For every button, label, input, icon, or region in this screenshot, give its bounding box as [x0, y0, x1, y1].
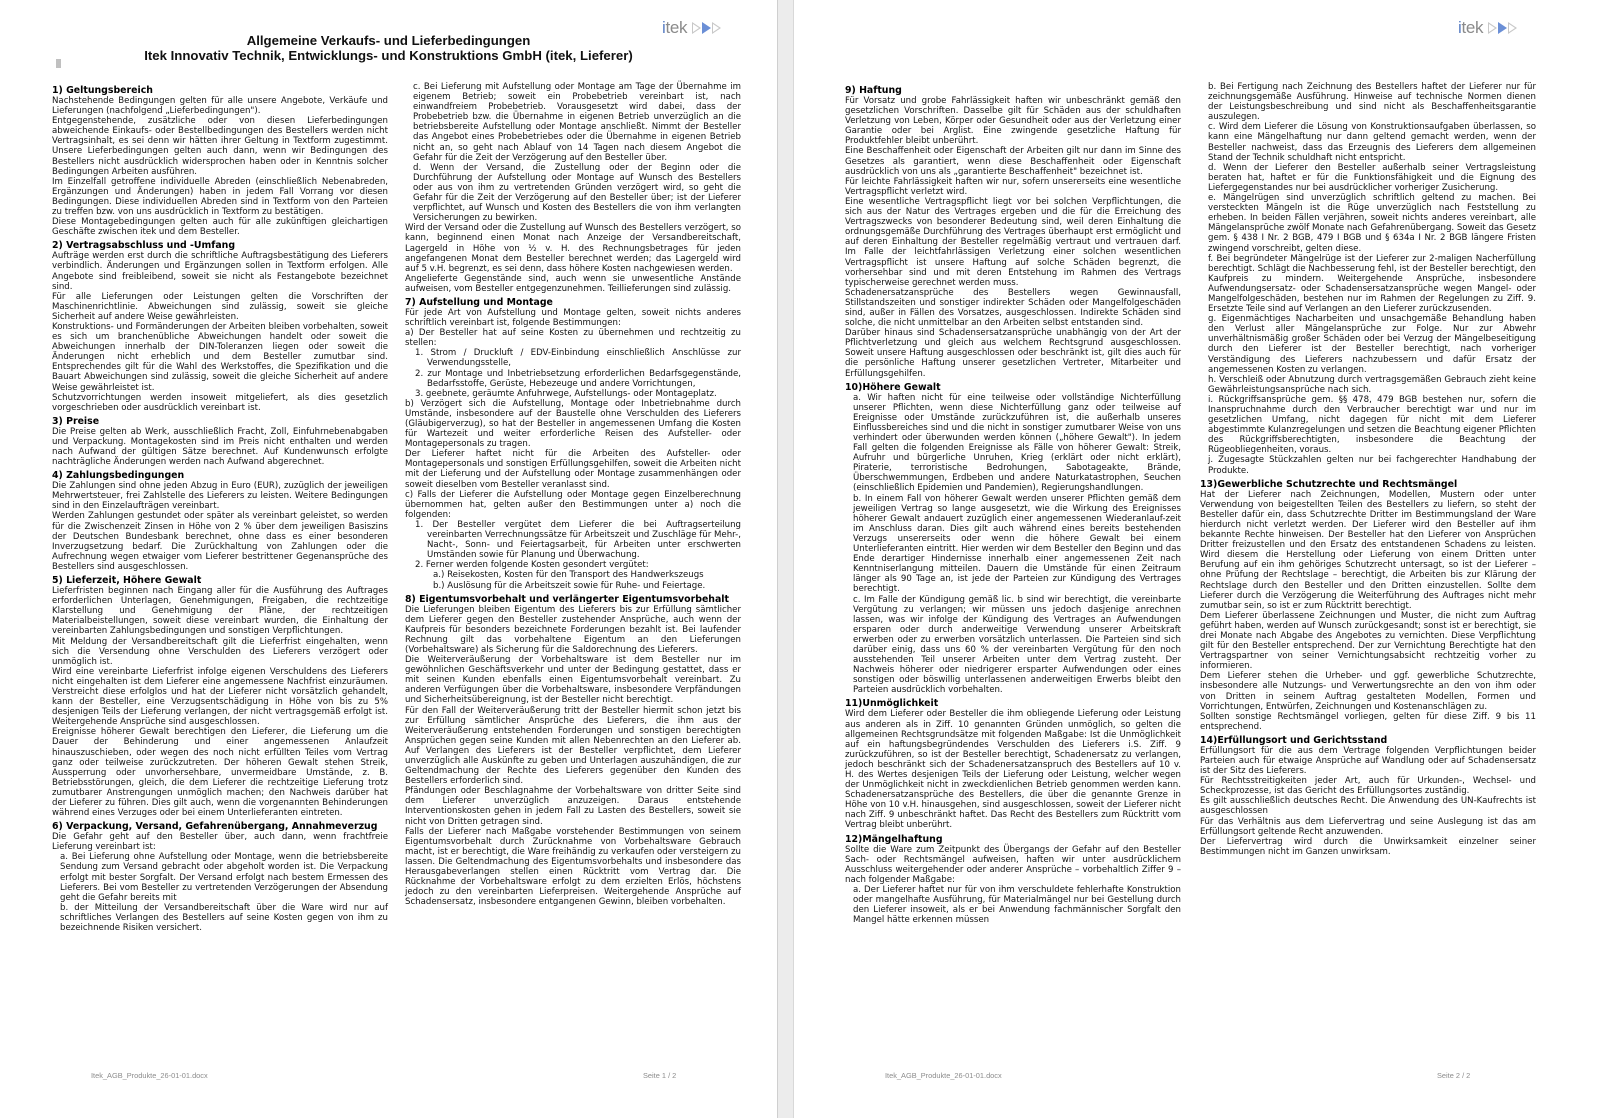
paragraph: Wird der Versand oder die Zustellung auf Wunsch des Bestellers verzögert, so kann, beginnend einen Monat nach Anzeige der Versandbereitschaft, Lagergeld in Höhe von ½ v. H. des Rechnungsbetrages für jeden angefangenen Monat dem Besteller berechnet werden; das Lagergeld wird auf 5 v.H. begrenzt, es sei denn, dass höhere Kosten nachgewiesen werden. [405, 223, 741, 274]
paragraph: g. Eigenmächtiges Nacharbeiten und unsachgemäße Behandlung haben den Verlust aller Mängelansprüche zur Folge. Nur zur Abwehr unverhältnismäßig großer Schäden oder bei Verzug der Mängelbeseitigung durch den Lieferer ist der Besteller berechtigt, nach vorheriger Verständigung des Lieferers nachzubessern und dafür Ersatz der angemessenen Kosten zu verlangen. [1208, 314, 1536, 375]
paragraph: b. In einem Fall von höherer Gewalt werden unserer Pflichten gemäß dem jeweiligen Vertrag so lange ausgesetzt, wie die Wirkung des Ereignisses höherer Gewalt andauert zuzüglich einer angemessenen Wiederanlauf-zeit im Anschluss daran. Dies gilt auch während eines bereits bestehenden Verzugs unsererseits oder wenn die höhere Gewalt bei einem Unterlieferanten eintritt. Hier werden wir dem Besteller den Beginn und das Ende derartiger Hindernisse innerhalb einer angemessenen Zeit nach Kenntniserlangung mitteilen. Dauern die Umstände für einen Zeitraum länger als 90 Tage an, ist jede der Parteien zur Kündigung des Vertrages berechtigt. [853, 493, 1181, 595]
paragraph: Für jede Art von Aufstellung und Montage gelten, soweit nichts anderes schriftlich vereinbart ist, folgende Bestimmungen: [405, 307, 741, 329]
section-heading: 6) Verpackung, Versand, Gefahrenübergang, Annahmeverzug [52, 821, 378, 833]
paragraph: b.) Auslösung für die Arbeitszeit sowie für Ruhe- und Feiertage. [433, 580, 706, 591]
paragraph: Für das Verhältnis aus dem Liefervertrag und seine Auslegung ist das am Erfüllungsort geltende Recht anzuwenden. [1200, 816, 1536, 837]
paragraph: Lieferfristen beginnen nach Eingang aller für die Ausführung des Auftrages erforderlichen Unterlagen, Genehmigungen, Freigaben, die rechtzeitige Klarstellung und Genehmigung der Pläne, der rechtzeitigen Materialbeistellungen, soweit diese vereinbart wurden, die Einhaltung der vereinbarten Zahlungsbedingungen und sonstigen Verpflichtungen. [52, 586, 388, 637]
paragraph: a. Bei Lieferung ohne Aufstellung oder Montage, wenn die betriebsbereite Sendung zum Versand gebracht oder abgeholt worden ist. Die Verpackung erfolgt mit bester Sorgfalt. Der Versand erfolgt nach bestem Ermessen des Lieferers. Bei vom Besteller zu vertretenden Verzögerungen der Absendung geht die Gefahr bereits mit [60, 852, 388, 903]
paragraph: Mit Meldung der Versandbereitschaft gilt die Lieferfrist eingehalten, wenn sich die Versendung ohne Verschulden des Lieferers verzögert oder unmöglich ist. [52, 636, 388, 667]
page2-column-right [1200, 82, 1536, 857]
document-page-2 [794, 0, 1598, 1118]
footer-page-number: Seite 2 / 2 [1437, 1071, 1471, 1080]
page1-column-left [52, 82, 388, 933]
section-heading: 7) Aufstellung und Montage [405, 296, 553, 308]
section-heading: 10)Höhere Gewalt [845, 381, 941, 393]
paragraph: b. der Mitteilung der Versandbereitschaft über die Ware wird nur auf schriftliches Verlangen des Bestellers auf seine Kosten gegen von ihm zu bezeichnende Risiken versichert. [60, 902, 388, 934]
paragraph: 3. geebnete, geräumte Anfuhrwege, Aufstellungs- oder Montageplatz. [415, 388, 717, 399]
paragraph: Entgegenstehende, zusätzliche oder von diesen Lieferbedingungen abweichende Einkaufs- oder Bestellbedingungen des Bestellers werden nicht Vertragsinhalt, es sei denn wir hätten ihrer Geltung in Textform zugestimmt. Unsere Lieferbedingungen gelten auch dann, wenn wir Bedingungen des Bestellers nicht ausdrücklich widersprochen haben oder in Kenntnis solcher Bedingungen Arbeiten ausführen. [52, 116, 388, 177]
paragraph: Schadenersatzansprüche des Bestellers wegen Gewinnausfall, Stillstandszeiten und sonstiger indirekter Schäden oder Mangelfolgeschäden sind, außer in Fällen des Vorsatzes, ausgeschlossen. Indirekte Schäden sind solche, die nicht unmittelbar an den Arbeiten selbst entstanden sind. [845, 287, 1181, 329]
paragraph: Sollten sonstige Rechtsmängel vorliegen, gelten für diese Ziff. 9 bis 11 entsprechend. [1200, 711, 1536, 732]
section-heading: 8) Eigentumsvorbehalt und verlängerter Eigentumsvorbehalt [405, 593, 729, 605]
logo-text: tek [665, 18, 688, 37]
paragraph: 1. Der Besteller vergütet dem Lieferer die bei Auftragserteilung vereinbarten Verrechnungssätze für Arbeitszeit und Zuschläge für Mehr-, Nacht-, Sonn- und Feiertagsarbeit, für Arbeiten unter erschwerten Umständen sowie für Planung und Überwachung. [415, 519, 741, 561]
paragraph: b) Verzögert sich die Aufstellung, Montage oder Inbetriebnahme durch Umstände, insbesondere auf der Baustelle ohne Verschulden des Lieferers (Gläubigerverzug), so hat der Besteller in angemessenen Umfang die Kosten für Wartezeit und weiter erforderliche Reisen des Aufsteller- oder Montagepersonals zu tragen. [405, 398, 741, 450]
paragraph: Der Lieferer haftet nicht für die Arbeiten des Aufsteller- oder Montagepersonals und sonstigen Erfüllungsgehilfen, soweit die Arbeiten nicht mit der Lieferung und der Aufstellung oder Montage zusammenhängen oder soweit dieselben vom Besteller veranlasst sind. [405, 449, 741, 490]
paragraph: Für alle Lieferungen oder Leistungen gelten die Vorschriften der Maschinenrichtlinie. Abweichungen sind zulässig, soweit sie gleiche Sicherheit auf andere Weise gewährleisten. [52, 291, 388, 322]
paragraph: Wird eine vereinbarte Lieferfrist infolge eigenen Verschuldens des Lieferers nicht eingehalten ist dem Lieferer eine angemessene Nachfrist einzuräumen. Verstreicht diese erfolglos und hat der Lieferer nicht vorsätzlich gehandelt, kann der Besteller, eine Verzugsentschädigung in Höhe von bis zu 5% desjenigen Teils der Lieferung verlangen, der nicht vertragsgemäß erfolgt ist. Weitergehende Ansprüche sind ausgeschlossen. [52, 666, 388, 728]
paragraph: Für den Fall der Weiterveräußerung tritt der Besteller hiermit schon jetzt bis zur Erfüllung sämtlicher Ansprüche des Lieferers, die ihm aus der Weiterveräußerung entstehenden Forderungen und sonstigen berechtigten Ansprüchen gegen seine Kunden mit allen Nebenrechten an den Lieferer ab. Auf Verlangen des Lieferers ist der Besteller verpflichtet, dem Lieferer unverzüglich alle Auskünfte zu geben und Unterlagen auszuhändigen, die zur Geltendmachung der Rechte des Lieferers gegenüber den Kunden des Bestellers erforderlich sind. [405, 705, 741, 787]
paragraph: c. Bei Lieferung mit Aufstellung oder Montage am Tage der Übernahme im eigenem Betrieb; soweit ein Probebetrieb vereinbart ist, nach einwandfreiem Probebetrieb. Vorausgesetzt wird dabei, dass der Probebetrieb bzw. die Übernahme in eigenen Betrieb unverzüglich an die betriebsbereite Aufstellung oder Montage anschließt. Nimmt der Besteller das Angebot eines Probebetriebes oder die Übernahme in eigenen Betrieb nicht an, so geht nach Ablauf von 14 Tagen nach diesem Angebot die Gefahr für die Zeit der Verzögerung auf den Besteller über. [413, 82, 741, 163]
paragraph: Pfändungen oder Beschlagnahme der Vorbehaltsware von dritter Seite sind dem Lieferer unverzüglich anzuzeigen. Daraus entstehende Interventionskosten gehen in jedem Fall zu Lasten des Bestellers, soweit sie nicht von Dritten getragen sind. [405, 786, 741, 827]
paragraph: Der Liefervertrag wird durch die Unwirksamkeit einzelner seiner Bestimmungen nicht im Ganzen unwirksam. [1200, 836, 1536, 857]
section-heading: 14)Erfüllungsort und Gerichtsstand [1200, 734, 1388, 746]
paragraph: Dem Lieferer stehen die Urheber- und ggf. gewerbliche Schutzrechte, insbesondere alle Nutzungs- und Verwertungsrechte an den von ihm oder von Dritten in seinem Auftrag gestalteten Modellen, Formen und Vorrichtungen, Entwürfen, Zeichnungen und Kostenanschlägen zu. [1200, 671, 1536, 712]
logo-text-i: i [662, 18, 666, 37]
paragraph: Für leichte Fahrlässigkeit haften wir nur, sofern unsererseits eine wesentliche Vertragspflicht verletzt wird. [845, 176, 1181, 197]
paragraph: Aufträge werden erst durch die schriftliche Auftragsbestätigung des Lieferers verbindlich. Änderungen und Ergänzungen sollen in Textform erfolgen. Alle Angebote sind freibleibend, soweit sie nicht als Festangebote bezeichnet sind. [52, 251, 388, 292]
section-heading: 3) Preise [52, 415, 100, 427]
page-gap-divider [777, 0, 794, 1118]
paragraph: h. Verschleiß oder Abnutzung durch vertragsgemäßen Gebrauch zieht keine Gewährleistungsansprüche nach sich. [1208, 374, 1536, 395]
paragraph: Sollte die Ware zum Zeitpunkt des Übergangs der Gefahr auf den Besteller Sach- oder Rechtsmängel aufweisen, haften wir unter ausdrücklichem Ausschluss weitergehender oder anderer Ansprüche – vorbehaltlich Ziffer 9 – nach folgender Maßgabe: [845, 844, 1181, 885]
paragraph: d. Wenn der Versand, die Zustellung oder der Beginn oder die Durchführung der Aufstellung oder Montage auf Wunsch des Bestellers oder aus von ihm zu vertretenden Gründen verzögert wird, so geht die Gefahr für die Zeit der Verzögerung auf den Besteller über; ist der Lieferer verpflichtet, auf Wunsch und Kosten des Bestellers die von ihm verlangten Versicherungen zu bewirken. [413, 162, 741, 224]
paragraph: d. Wenn der Lieferer den Besteller außerhalb seiner Vertragsleistung beraten hat, haftet er für die Funktionsfähigkeit und die Eignung des Liefergegenstandes nur bei ausdrücklicher vorheriger Zusicherung. [1208, 162, 1536, 193]
section-heading: 1) Geltungsbereich [52, 85, 153, 96]
document-page-1 [0, 0, 777, 1118]
logo-text-i: i [1458, 18, 1462, 37]
paragraph: Konstruktions- und Formänderungen der Arbeiten bleiben vorbehalten, soweit es sich um branchenübliche Abweichungen handelt oder soweit die Abweichungen innerhalb der DIN-Toleranzen liegen oder soweit die Änderungen nicht erheblich und dem Besteller zumutbar sind. Entsprechendes gilt für die Wahl des Werkstoffes, die Spezifikation und die Bauart Abweichungen sind zulässig, soweit die gleiche Sicherheit auf andere Weise gewährleistet ist. [52, 321, 388, 393]
itek-logo [1458, 18, 1517, 38]
paragraph: e. Mängelrügen sind unverzüglich schriftlich geltend zu machen. Bei versteckten Mängeln ist die Rüge unverzüglich nach Feststellung zu erheben. In beiden Fällen verjähren, soweit nichts anderes vereinbart, alle Mängelansprüche zwölf Monate nach Gefahrenübergang. Soweit das Gesetz gem. § 438 I Nr. 2 BGB, 479 I BGB und § 634a I Nr. 2 BGB längere Fristen zwingend vorschreibt, gelten diese. [1208, 193, 1536, 254]
paragraph: Die Zahlungen sind ohne jeden Abzug in Euro (EUR), zuzüglich der jeweiligen Mehrwertsteuer, frei Zahlstelle des Lieferers zu leisten. Weitere Bedingungen sind in den Einzelaufträgen vereinbart. [52, 481, 388, 512]
page1-column-right [405, 82, 741, 907]
cursor-marker [56, 59, 61, 68]
paragraph: a. Wir haften nicht für eine teilweise oder vollständige Nichterfüllung unserer Pflichten, wenn diese Nichterfüllung ganz oder teilweise auf Ereignisse oder Umstände zurückzuführen ist, die außerhalb unseres Einflussbereiches sind und die nicht in sonstiger zumutbarer Weise von uns verhindert oder überwunden werden können („höhere Gewalt"). In jedem Fall gelten die folgenden Ereignisse als Fälle von höherer Gewalt: Streik, Aufruhr und bürgerliche Unruhen, Krieg (erklärt oder nicht erklärt), Piraterie, terroristische Bedrohungen, Sabotageakte, Brände, Überschwemmungen, Erdbeben und andere Naturkatastrophen, Seuchen (einschließlich Epidemien und Pandemien), Regierungshandlungen. [853, 392, 1181, 494]
paragraph: Darüber hinaus sind Schadensersatzansprüche unabhängig von der Art der Pflichtverletzung und gleich aus welchem Rechtsgrund ausgeschlossen. Soweit unsere Haftung ausgeschlossen oder beschränkt ist, gilt dies auch für die persönliche Haftung unserer gesetzlichen Vertreter, Mitarbeiter und Erfüllungsgehilfen. [845, 328, 1181, 379]
section-heading: 4) Zahlungsbedingungen [52, 470, 185, 482]
paragraph: Eine Beschaffenheit oder Eigenschaft der Arbeiten gilt nur dann im Sinne des Gesetzes als garantiert, wenn diese Beschaffenheit oder Eigenschaft ausdrücklich von uns als „garantierte Beschaffenheit" bezeichnet ist. [845, 146, 1181, 177]
paragraph: Erfüllungsort für die aus dem Vertrage folgenden Verpflichtungen beider Parteien auch für etwaige Ansprüche auf Wandlung oder auf Schadensersatz ist der Sitz des Lieferers. [1200, 745, 1536, 777]
paragraph: Dem Lieferer überlassene Zeichnungen und Muster, die nicht zum Auftrag geführt haben, werden auf Wunsch zurückgesandt; sonst ist er berechtigt, sie drei Monate nach Abgabe des Angebotes zu vernichten. Diese Verpflichtung gilt für den Besteller entsprechend. Der zur Vernichtung Berechtigte hat den Vertragspartner von seiner Vernichtungsabsicht rechtzeitig vorher zu informieren. [1200, 610, 1536, 672]
paragraph: c. Wird dem Lieferer die Lösung von Konstruktionsaufgaben überlassen, so kann eine Mängelhaftung nur dann geltend gemacht werden, wenn der Besteller nachweist, dass das Erzeugnis des Lieferers dem allgemeinen Stand der Technik schuldhaft nicht entspricht. [1208, 122, 1536, 163]
paragraph: c. Im Falle der Kündigung gemäß lic. b sind wir berechtigt, die vereinbarte Vergütung zu verlangen; wir müssen uns jedoch dasjenige anrechnen lassen, was wir infolge der Kündigung des Vertrages an Aufwendungen ersparen oder durch anderweitige Verwendung unserer Arbeitskraft erwerben oder zu erwerben vorsätzlich unterlassen. Die Parteien sind sich darüber einig, dass uns 60 % der vereinbarten Vergütung für den noch ausstehenden Teil unserer Arbeiten unter dem Vertrag zusteht. Der Nachweis höherer oder niedrigerer ersparter Aufwendungen oder eines sonstigen oder böswillig unterlassenen anderweitigen Erwerbs bleibt den Parteien ausdrücklich vorbehalten. [853, 594, 1181, 696]
paragraph: Ereignisse höherer Gewalt berechtigen den Lieferer, die Lieferung um die Dauer der Behinderung und einer angemessenen Anlaufzeit hinauszuschieben, oder wegen des noch nicht erfüllten Teiles vom Vertrag ganz oder teilweise zurückzutreten. Der höheren Gewalt stehen Streik, Aussperrung oder unvorhersehbare, unvermeidbare Umstände, z. B. Betriebsstörungen, gleich, die dem Lieferer die rechtzeitige Lieferung trotz zumutbarer Anstrengungen unmöglich machen; den Nachweis darüber hat der Lieferer zu führen. Dies gilt auch, wenn die vorgenannten Behinderungen während eines Verzuges oder bei einem Unterlieferanten eintreten. [52, 727, 388, 819]
paragraph: Nachstehende Bedingungen gelten für alle unsere Angebote, Verkäufe und Lieferungen (nachfolgend „Lieferbedingungen"). [52, 96, 388, 117]
paragraph: Es gilt ausschließlich deutsches Recht. Die Anwendung des UN-Kaufrechts ist ausgeschlossen [1200, 796, 1536, 817]
logo-arrows-icon [1488, 22, 1517, 34]
document-title: Allgemeine Verkaufs- und Lieferbedingungen [246, 33, 531, 48]
paragraph: 2. Ferner werden folgende Kosten gesondert vergütet: [415, 560, 649, 571]
paragraph: Werden Zahlungen gestundet oder später als vereinbart geleistet, so werden für die Zwischenzeit Zinsen in Höhe von 2 % über dem jeweiligen Basiszins der Deutschen Bundesbank berechnet, ohne dass es einer besonderen Inverzugsetzung bedarf. Die Zurückhaltung von Zahlungen oder die Aufrechnung wegen etwaiger vom Lieferer bestrittener Gegenansprüche des Bestellers sind ausgeschlossen. [52, 511, 388, 572]
paragraph: Angelieferte Gegenstände sind, auch wenn sie unwesentliche Anstände aufweisen, vom Besteller entgegenzunehmen. Teillieferungen sind zulässig. [405, 273, 741, 294]
footer-page-number: Seite 1 / 2 [643, 1071, 677, 1080]
section-heading: 13)Gewerbliche Schutzrechte und Rechtsmängel [1200, 478, 1458, 490]
paragraph: a.) Reisekosten, Kosten für den Transport des Handwerkszeugs [433, 570, 704, 581]
paragraph: Wird dem Lieferer oder Besteller die ihm obliegende Lieferung oder Leistung aus anderen als in Ziff. 10 genannten Gründen unmöglich, so gelten die allgemeinen Rechtsgrundsätze mit folgenden Maßgabe: Ist die Unmöglichkeit auf ein haftungsbegründendes Verschulden des Lieferers i.S. Ziff. 9 zurückzuführen, so ist der Besteller berechtigt, Schadenersatz zu verlangen, jedoch beschränkt sich der Schadenersatzanspruch des Bestellers auf 10 v. H. des Wertes desjenigen Teils der Lieferung oder Leistung, welcher wegen der Unmöglichkeit nicht in zweckdienlichen Betrieb genommen werden kann. Schadenersatzansprüche des Bestellers, die über die genannte Grenze in Höhe von 10 v.H. hinausgehen, sind ausgeschlossen, soweit der Lieferer nicht nach Ziff. 9 unbeschränkt haftet. Das Recht des Bestellers zum Rücktritt vom Vertrag bleibt unberührt. [845, 709, 1181, 831]
paragraph: Die Gefahr geht auf den Besteller über, auch dann, wenn frachtfreie Lieferung vereinbart ist: [52, 832, 388, 853]
paragraph: Falls der Lieferer nach Maßgabe vorstehender Bestimmungen von seinem Eigentumsvorbehalt durch Zurücknahme von Vorbehaltsware Gebrauch macht, ist er berechtigt, die Ware freihändig zu verkaufen oder versteigern zu lassen. Die Geltendmachung des Eigentumsvorbehalts und insbesondere das Herausgabeverlangen stellen einen Rücktritt vom Vertrag dar. Die Rücknahme der Vorbehaltsware erfolgt zu dem erzielten Erlös, höchstens jedoch zu den vereinbarten Lieferpreisen. Weitergehende Ansprüche auf Schadensersatz, insbesondere entgangenen Gewinn, bleiben vorbehalten. [405, 826, 741, 908]
paragraph: Diese Montagebedingungen gelten auch für alle zukünftigen gleichartigen Geschäfte zwischen itek und dem Besteller. [52, 217, 388, 238]
paragraph: 2. zur Montage und Inbetriebsetzung erforderlichen Bedarfsgegenstände, Bedarfsstoffe, Gerüste, Hebezeuge und andere Vorrichtungen, [415, 368, 741, 389]
paragraph: Für Rechtsstreitigkeiten jeder Art, auch für Urkunden-, Wechsel- und Scheckprozesse, ist das Gericht des Erfüllungsortes zuständig. [1200, 776, 1536, 797]
paragraph: Die Lieferungen bleiben Eigentum des Lieferers bis zur Erfüllung sämtlicher dem Lieferer gegen den Besteller zustehender Ansprüche, auch wenn der Kaufpreis für besonders bezeichnete Forderungen bezahlt ist. Bei laufender Rechnung gilt das vorbehaltene Eigentum an den Lieferungen (Vorbehaltsware) als Sicherung für die Saldorechnung des Lieferers. [405, 604, 741, 655]
paragraph: Eine wesentliche Vertragspflicht liegt vor bei solchen Verpflichtungen, die sich aus der Natur des Vertrages ergeben und die für die Erreichung des Vertragszwecks von besonderer Bedeutung sind, weil deren Einhaltung die ordnungsgemäße Durchführung des Vertrages überhaupt erst ermöglicht und auf deren Einhaltung der Besteller regelmäßig vertraut und vertrauen darf. Im Falle der leichtfahrlässigen Verletzung einer solchen wesentlichen Vertragspflicht ist unsere Haftung auf solche Schäden begrenzt, die vorhersehbar sind und mit deren Entstehung im Rahmen des Vertrags typischerweise gerechnet werden muss. [845, 196, 1181, 288]
paragraph: a. Der Lieferer haftet nur für von ihm verschuldete fehlerhafte Konstruktion oder mangelhafte Ausführung, für Materialmängel nur bei Gestellung durch den Lieferer insoweit, als er bei Anwendung fachmännischer Sorgfalt den Mangel hätte erkennen müssen [853, 884, 1181, 926]
logo-text: tek [1461, 18, 1484, 37]
section-heading: 5) Lieferzeit, Höhere Gewalt [52, 575, 202, 587]
paragraph: j. Zugesagte Stückzahlen gelten nur bei fachgerechter Handhabung der Produkte. [1208, 455, 1536, 476]
paragraph: 1. Strom / Druckluft / EDV-Einbindung einschließlich Anschlüsse zur Verwendungsstelle, [415, 348, 741, 369]
paragraph: c) Falls der Lieferer die Aufstellung oder Montage gegen Einzelberechnung übernommen hat, gelten außer den Bestimmungen unter a) noch die folgenden: [405, 489, 741, 520]
paragraph: Im Einzelfall getroffene individuelle Abreden (einschließlich Nebenabreden, Ergänzungen und Änderungen) haben in jedem Fall Vorrang vor diesen Bedingungen. Diese individuellen Abreden sind in Textform von den Parteien zu treffen bzw. von uns ausdrücklich in Textform zu bestätigen. [52, 176, 388, 218]
paragraph: Schutzvorrichtungen werden insoweit mitgeliefert, als dies gesetzlich vorgeschrieben oder ausdrücklich vereinbart ist. [52, 392, 388, 413]
paragraph: f. Bei begründeter Mängelrüge ist der Lieferer zur 2-maligen Nacherfüllung berechtigt. Schlägt die Nachbesserung fehl, ist der Besteller berechtigt, den Kaufpreis zu mindern. Weitergehende Ansprüche, insbesondere Aufwendungsersatz- oder Schadensersatzansprüche wegen Mangel- oder Mangelfolgeschäden, bestehen nur im Rahmen der Regelungen zu Ziff. 9. Ersetzte Teile sind auf Verlangen an den Lieferer zurückzusenden. [1208, 253, 1536, 315]
paragraph: a) Der Besteller hat auf seine Kosten zu übernehmen und rechtzeitig zu stellen: [405, 328, 741, 349]
footer-filename: Itek_AGB_Produkte_26-01-01.docx [885, 1071, 1002, 1080]
section-heading: 9) Haftung [845, 85, 902, 96]
paragraph: Für Vorsatz und grobe Fahrlässigkeit haften wir unbeschränkt gemäß den gesetzlichen Vorschriften. Dasselbe gilt für Schäden aus der schuldhaften Verletzung von Leben, Körper oder Gesundheit oder aus der Verletzung einer Garantie oder bei Arglist. Eine zwingende gesetzliche Haftung für Produktfehler bleibt unberührt. [845, 96, 1181, 147]
paragraph: Die Preise gelten ab Werk, ausschließlich Fracht, Zoll, Einfuhrnebenabgaben und Verpackung. Montagekosten sind im Preis nicht enthalten und werden nach Aufwand der gültigen Sätze berechnet. Auf Kundenwunsch erfolgte nachträgliche Änderungen werden nach Aufwand abgerechnet. [52, 426, 388, 468]
document-subtitle: Itek Innovativ Technik, Entwicklungs- und Konstruktions GmbH (itek, Lieferer) [144, 48, 633, 63]
paragraph: Hat der Lieferer nach Zeichnungen, Modellen, Mustern oder unter Verwendung von beigestellten Teilen des Bestellers zu liefern, so steht der Besteller dafür ein, dass Schutzrechte Dritter im Bestimmungsland der Ware hierdurch nicht verletzt werden. Der Lieferer wird den Besteller auf ihm bekannte Rechte hinweisen. Der Besteller hat den Lieferer von Ansprüchen Dritter freizustellen und den Ersatz des entstandenen Schadens zu leisten. Wird diesem die Herstellung oder Lieferung von einem Dritten unter Berufung auf ein ihm gehöriges Schutzrecht untersagt, so ist der Lieferer – ohne Prüfung der Rechtslage – berechtigt, die Arbeiten bis zur Klärung der Rechtslage durch den Besteller und den Dritten einzustellen. Sollte dem Lieferer durch die Verzögerung die Weiterführung des Auftrages nicht mehr zumutbar sein, so ist er zum Rücktritt berechtigt. [1200, 489, 1536, 611]
section-heading: 12)Mängelhaftung [845, 833, 943, 845]
section-heading: 11)Unmöglichkeit [845, 698, 939, 710]
paragraph: Die Weiterveräußerung der Vorbehaltsware ist dem Besteller nur im gewöhnlichen Geschäftsverkehr und unter der Bedingung gestattet, dass er mit seinen Kunden ebenfalls einen Eigentumsvorbehalt vereinbart. Zu anderen Verfügungen über die Vorbehaltsware, insbesondere Verpfändungen und Sicherheitsübereignung, ist der Besteller nicht berechtigt. [405, 655, 741, 706]
footer-filename: Itek_AGB_Produkte_26-01-01.docx [91, 1071, 208, 1080]
paragraph: b. Bei Fertigung nach Zeichnung des Bestellers haftet der Lieferer nur für zeichnungsgemäße Ausführung. Hinweise auf technische Normen dienen der Leistungsbeschreibung und sind nicht als Beschaffenheitsgarantie auszulegen. [1208, 82, 1536, 123]
page2-column-left [845, 82, 1181, 925]
paragraph: i. Rückgriffsansprüche gem. §§ 478, 479 BGB bestehen nur, sofern die Inanspruchnahme durch den Verbraucher berechtigt war und nur im gesetzlichen Umfang, nicht dagegen für nicht mit dem Lieferer abgestimmte Kulanzregelungen und setzen die Beachtung eigener Pflichten des Rückgriffsberechtigten, insbesondere die Beachtung der Rügeobliegenheiten, voraus. [1208, 394, 1536, 456]
section-heading: 2) Vertragsabschluss und -Umfang [52, 240, 236, 252]
